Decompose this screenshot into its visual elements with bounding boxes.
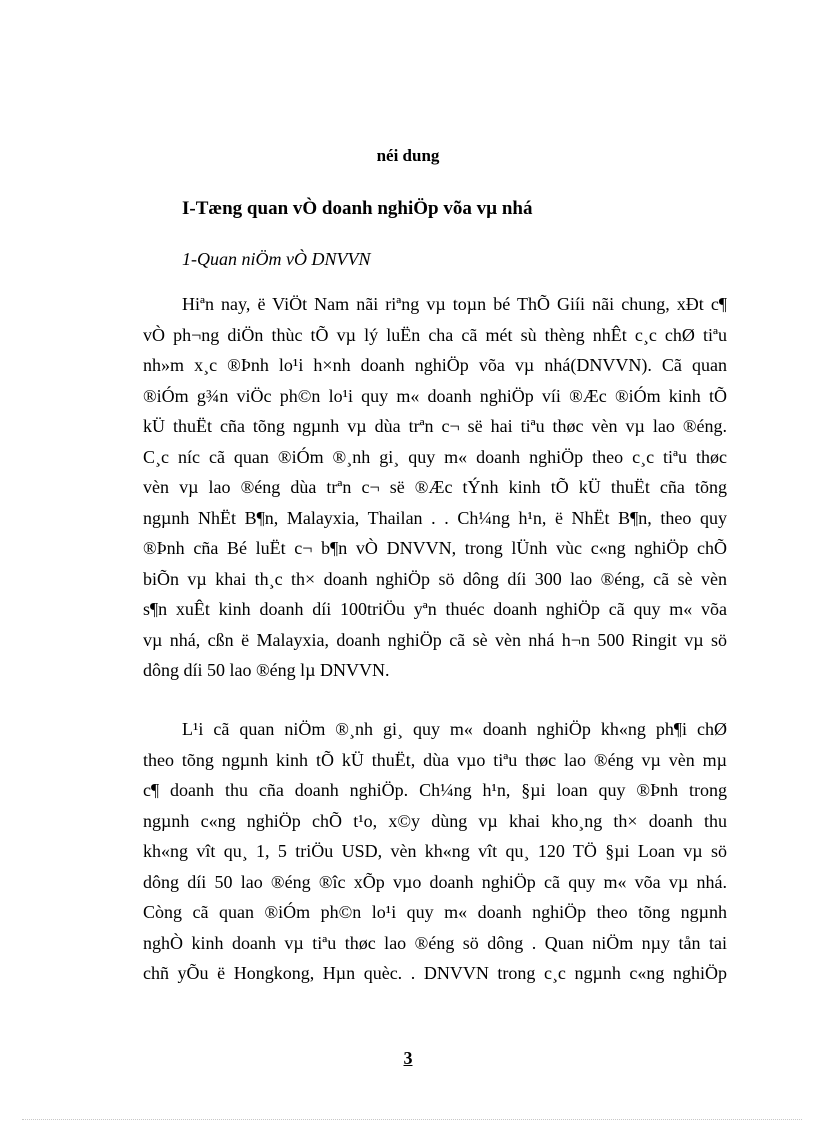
paragraph-2 [143,714,727,989]
text-line: s¶n xuÊt kinh doanh díi 100triÖu yªn thuéc doanh nghiÖp cã quy m« võa [143,599,727,619]
text-line: vµ nhá, cßn ë Malayxia, doanh nghiÖp cã sè vèn nhá h¬n 500 Ringit vµ sö [143,629,727,650]
paragraph-1 [143,289,727,686]
text-line: Còng cã quan ®iÓm ph©n lo¹i quy m« doanh nghiÖp theo tõng ngµnh [143,902,727,922]
subsection-title: 1-Quan niÖm vÒ DNVVN [182,249,371,269]
text-line: c¶ doanh thu cña doanh nghiÖp. Ch¼ng h¹n, §µi loan quy ®Þnh trong [143,780,727,800]
text-line: C¸c níc cã quan ®iÓm ®¸nh gi¸ quy m« doanh nghiÖp theo c¸c tiªu thøc [143,446,727,467]
text-line: theo tõng ngµnh kinh tÕ kÜ thuËt, dùa vµo tiªu thøc lao ®éng vµ vèn mµ [143,749,727,770]
text-line: chñ yÕu ë Hongkong, Hµn quèc. . DNVVN trong c¸c ngµnh c«ng nghiÖp [143,963,727,983]
text-line: dông díi 50 lao ®éng ®îc xÕp vµo doanh nghiÖp cã quy m« võa vµ nhá. [143,871,727,892]
text-line: vÒ ph¬ng diÖn thùc tÕ vµ lý luËn cha cã mét sù thèng nhÊt c¸c chØ tiªu [143,324,727,345]
text-line: dông díi 50 lao ®éng lµ DNVVN. [143,660,390,680]
text-line: nh»m x¸c ®Þnh lo¹i h×nh doanh nghiÖp võa vµ nhá(DNVVN). Cã quan [143,355,727,375]
text-line: ®iÓm g¾n viÖc ph©n lo¹i quy m« doanh nghiÖp víi ®Æc ®iÓm kinh tÕ [143,385,727,406]
text-line: ®Þnh cña Bé luËt c¬ b¶n vÒ DNVVN, trong lÜnh vùc c«ng nghiÖp chÕ [143,538,727,558]
text-line: vèn vµ lao ®éng dùa trªn c¬ së ®Æc tÝnh kinh tÕ kÜ thuËt cña tõng [143,477,727,497]
section-title: I-Tæng quan vÒ doanh nghiÖp võa vµ nhá [182,198,533,219]
text-line: ngµnh NhËt B¶n, Malayxia, Thailan . . Ch¼ng h¹n, ë NhËt B¶n, theo quy [143,507,727,528]
text-line: L¹i cã quan niÖm ®¸nh gi¸ quy m« doanh nghiÖp kh«ng ph¶i chØ [182,719,727,739]
text-line: ngµnh c«ng nghiÖp chÕ t¹o, x©y dùng vµ khai kho¸ng th× doanh thu [143,810,727,831]
text-line: Hiªn nay, ë ViÖt Nam nãi riªng vµ toµn bé ThÕ Giíi nãi chung, xÐt c¶ [182,294,727,314]
text-line: kh«ng vît qu¸ 1, 5 triÖu USD, vèn kh«ng vît qu¸ 120 TÖ §µi Loan vµ sö [143,841,727,861]
content-heading: néi dung [376,146,440,165]
page-bottom-divider [22,1119,802,1120]
page-number: 3 [403,1048,413,1068]
text-line: biÕn vµ khai th¸c th× doanh nghiÖp sö dông díi 300 lao ®éng, cã sè vèn [143,568,727,589]
text-line: kÜ thuËt cña tõng ngµnh vµ dùa trªn c¬ së hai tiªu thøc vèn vµ lao ®éng. [143,416,727,436]
text-line: nghÒ kinh doanh vµ tiªu thøc lao ®éng sö dông . Quan niÖm nµy tån tai [143,932,727,953]
